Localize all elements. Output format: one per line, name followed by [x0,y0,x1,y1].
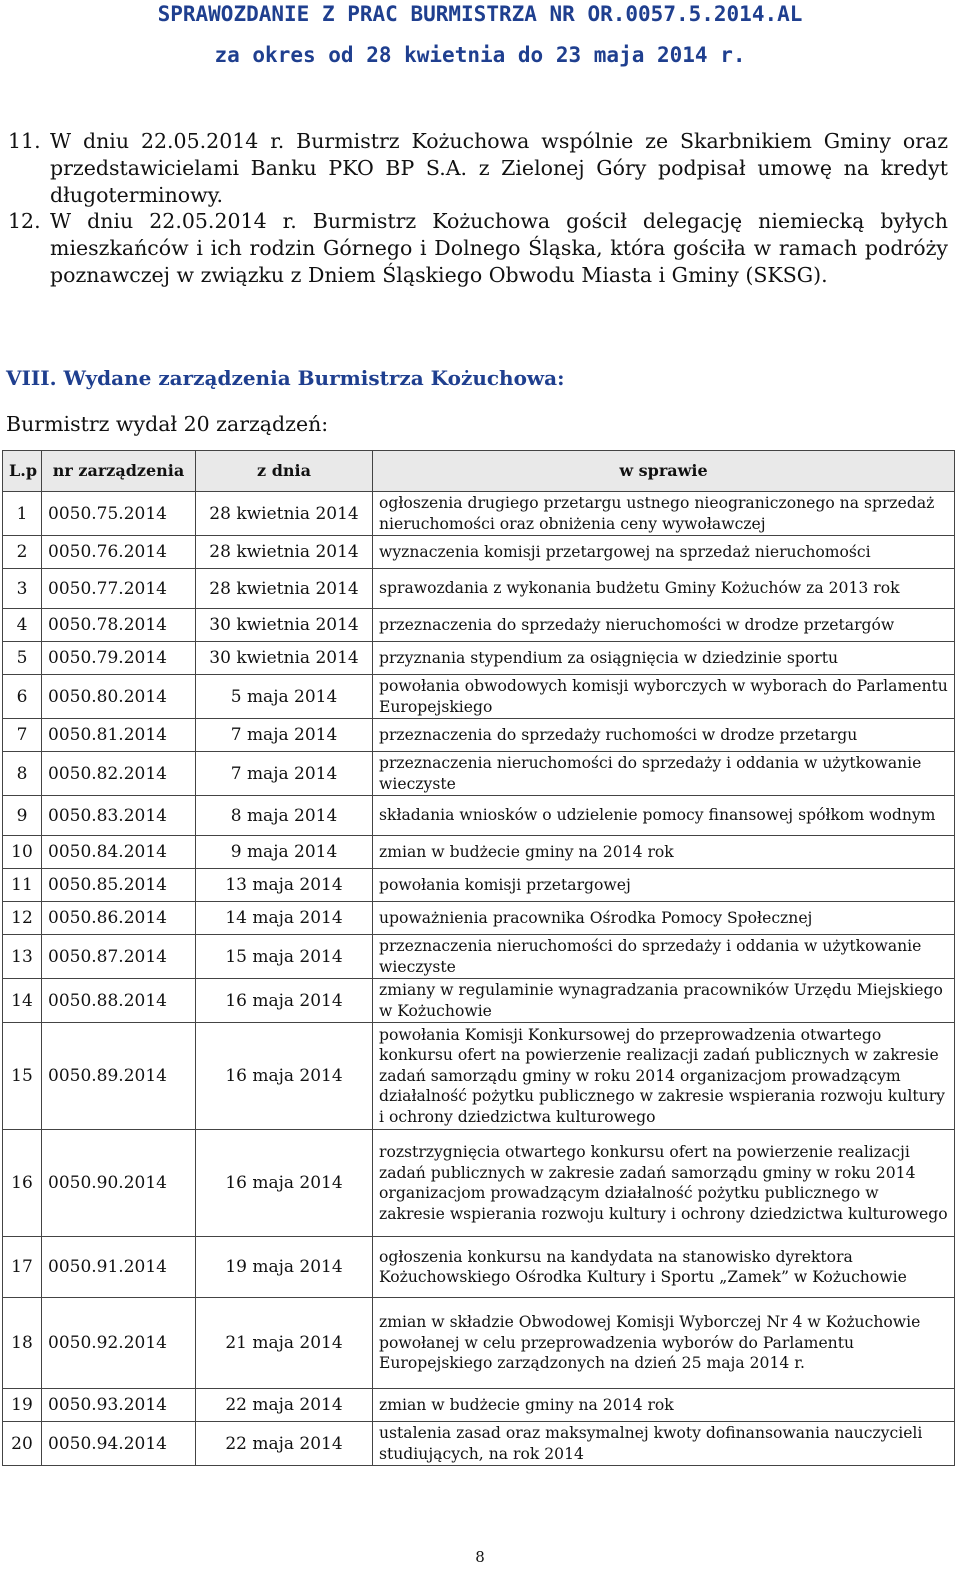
cell-lp: 5 [3,642,42,675]
cell-nr: 0050.91.2014 [42,1237,196,1298]
cell-subject: zmiany w regulaminie wynagradzania pracowników Urzędu Miejskiego w Kożuchowie [373,979,955,1023]
cell-subject: przeznaczenia nieruchomości do sprzedaży i oddania w użytkowanie wieczyste [373,752,955,796]
cell-lp: 14 [3,979,42,1023]
cell-date: 28 kwietnia 2014 [196,536,373,569]
cell-nr: 0050.94.2014 [42,1422,196,1466]
cell-nr: 0050.76.2014 [42,536,196,569]
table-row [3,979,955,1023]
table-row [3,935,955,979]
table-row [3,1298,955,1389]
table-header-row [3,451,955,492]
cell-date: 15 maja 2014 [196,935,373,979]
cell-lp: 9 [3,796,42,836]
cell-lp: 1 [3,492,42,536]
cell-date: 13 maja 2014 [196,869,373,902]
list-item-text: W dniu 22.05.2014 r. Burmistrz Kożuchowa wspólnie ze Skarbnikiem Gminy oraz przedstawicielami Banku PKO BP S.A. z Zielonej Góry podpisał umowę na kredyt długoterminowy. [50,129,948,207]
cell-date: 9 maja 2014 [196,836,373,869]
table-row [3,1389,955,1422]
cell-lp: 8 [3,752,42,796]
cell-nr: 0050.82.2014 [42,752,196,796]
cell-subject: upoważnienia pracownika Ośrodka Pomocy Społecznej [373,902,955,935]
cell-nr: 0050.78.2014 [42,609,196,642]
table-row [3,836,955,869]
table-row [3,609,955,642]
cell-nr: 0050.92.2014 [42,1298,196,1389]
table-row [3,642,955,675]
orders-table [2,450,955,1466]
cell-nr: 0050.87.2014 [42,935,196,979]
table-row [3,536,955,569]
cell-date: 5 maja 2014 [196,675,373,719]
cell-date: 16 maja 2014 [196,979,373,1023]
cell-subject: powołania komisji przetargowej [373,869,955,902]
header-date: z dnia [196,451,373,492]
cell-lp: 11 [3,869,42,902]
report-period: za okres od 28 kwietnia do 23 maja 2014 r. [214,43,746,67]
cell-nr: 0050.83.2014 [42,796,196,836]
list-item-text: W dniu 22.05.2014 r. Burmistrz Kożuchowa gościł delegację niemiecką byłych mieszkańców i ich rodzin Górnego i Dolnego Śląska, która gościła w ramach podróży poznawczej w związku z Dniem Śląskiego Obwodu Miasta i Gminy (SKSG). [50,209,948,287]
header-subject: w sprawie [373,451,955,492]
cell-subject: przeznaczenia do sprzedaży nieruchomości w drodze przetargów [373,609,955,642]
cell-date: 16 maja 2014 [196,1023,373,1130]
cell-subject: przeznaczenia do sprzedaży ruchomości w drodze przetargu [373,719,955,752]
cell-lp: 16 [3,1130,42,1237]
cell-lp: 7 [3,719,42,752]
cell-date: 28 kwietnia 2014 [196,569,373,609]
list-item [8,208,948,288]
section-heading: VIII. Wydane zarządzenia Burmistrza Kożuchowa: [6,366,565,390]
cell-lp: 2 [3,536,42,569]
cell-lp: 19 [3,1389,42,1422]
cell-nr: 0050.90.2014 [42,1130,196,1237]
cell-subject: zmian w budżecie gminy na 2014 rok [373,1389,955,1422]
list-item-number: 12. [8,209,41,234]
cell-lp: 3 [3,569,42,609]
cell-date: 28 kwietnia 2014 [196,492,373,536]
cell-nr: 0050.89.2014 [42,1023,196,1130]
list-item-number: 11. [8,129,41,153]
cell-nr: 0050.84.2014 [42,836,196,869]
report-title: SPRAWOZDANIE Z PRAC BURMISTRZA NR OR.0057.5.2014.AL [157,2,803,26]
cell-subject: składania wniosków o udzielenie pomocy finansowej spółkom wodnym [373,796,955,836]
cell-subject: powołania obwodowych komisji wyborczych w wyborach do Parlamentu Europejskiego [373,675,955,719]
cell-subject: przeznaczenia nieruchomości do sprzedaży i oddania w użytkowanie wieczyste [373,935,955,979]
table-row [3,752,955,796]
cell-date: 8 maja 2014 [196,796,373,836]
page-number: 8 [475,1548,485,1566]
cell-date: 30 kwietnia 2014 [196,642,373,675]
header-lp: L.p [3,451,42,492]
cell-nr: 0050.77.2014 [42,569,196,609]
cell-subject: ustalenia zasad oraz maksymalnej kwoty dofinansowania nauczycieli studiujących, na rok 2014 [373,1422,955,1466]
table-body [3,492,955,1466]
cell-subject: rozstrzygnięcia otwartego konkursu ofert na powierzenie realizacji zadań publicznych w zakresie zadań samorządu gminy w roku 2014 organizacjom prowadzącym działalność pożytku publicznego w zakresie wspierania rozwoju kultury i ochrony dziedzictwa kulturowego [373,1130,955,1237]
cell-subject: wyznaczenia komisji przetargowej na sprzedaż nieruchomości [373,536,955,569]
cell-subject: sprawozdania z wykonania budżetu Gminy Kożuchów za 2013 rok [373,569,955,609]
table-row [3,1237,955,1298]
cell-lp: 20 [3,1422,42,1466]
cell-date: 21 maja 2014 [196,1298,373,1389]
cell-lp: 12 [3,902,42,935]
cell-lp: 13 [3,935,42,979]
table-row [3,869,955,902]
cell-nr: 0050.93.2014 [42,1389,196,1422]
cell-subject: zmian w składzie Obwodowej Komisji Wyborczej Nr 4 w Kożuchowie powołanej w celu przeprowadzenia wyborów do Parlamentu Europejskiego zarządzonych na dzień 25 maja 2014 r. [373,1298,955,1389]
list-item [8,128,948,208]
table-row [3,492,955,536]
table-row [3,675,955,719]
cell-date: 14 maja 2014 [196,902,373,935]
cell-nr: 0050.81.2014 [42,719,196,752]
cell-nr: 0050.85.2014 [42,869,196,902]
numbered-list [8,128,948,289]
cell-nr: 0050.88.2014 [42,979,196,1023]
table-row [3,1422,955,1466]
cell-subject: przyznania stypendium za osiągnięcia w dziedzinie sportu [373,642,955,675]
cell-subject: zmian w budżecie gminy na 2014 rok [373,836,955,869]
cell-subject: ogłoszenia konkursu na kandydata na stanowisko dyrektora Kożuchowskiego Ośrodka Kultury i Sportu „Zamek” w Kożuchowie [373,1237,955,1298]
cell-lp: 4 [3,609,42,642]
cell-lp: 15 [3,1023,42,1130]
cell-nr: 0050.86.2014 [42,902,196,935]
cell-date: 22 maja 2014 [196,1389,373,1422]
cell-lp: 6 [3,675,42,719]
cell-date: 16 maja 2014 [196,1130,373,1237]
cell-date: 19 maja 2014 [196,1237,373,1298]
cell-date: 7 maja 2014 [196,752,373,796]
cell-lp: 18 [3,1298,42,1389]
cell-nr: 0050.80.2014 [42,675,196,719]
cell-nr: 0050.75.2014 [42,492,196,536]
cell-date: 7 maja 2014 [196,719,373,752]
cell-lp: 10 [3,836,42,869]
table-row [3,796,955,836]
table-row [3,719,955,752]
header-nr: nr zarządzenia [42,451,196,492]
cell-date: 30 kwietnia 2014 [196,609,373,642]
table-row [3,1023,955,1130]
section-subheading: Burmistrz wydał 20 zarządzeń: [6,412,329,436]
cell-date: 22 maja 2014 [196,1422,373,1466]
table-row [3,1130,955,1237]
cell-nr: 0050.79.2014 [42,642,196,675]
table-row [3,902,955,935]
cell-subject: ogłoszenia drugiego przetargu ustnego nieograniczonego na sprzedaż nieruchomości oraz obniżenia ceny wywoławczej [373,492,955,536]
table-row [3,569,955,609]
cell-subject: powołania Komisji Konkursowej do przeprowadzenia otwartego konkursu ofert na powierzenie realizacji zadań publicznych w zakresie zadań samorządu gminy w roku 2014 organizacjom prowadzącym działalność pożytku publicznego w zakresie wspierania rozwoju kultury i ochrony dziedzictwa kulturowego [373,1023,955,1130]
cell-lp: 17 [3,1237,42,1298]
